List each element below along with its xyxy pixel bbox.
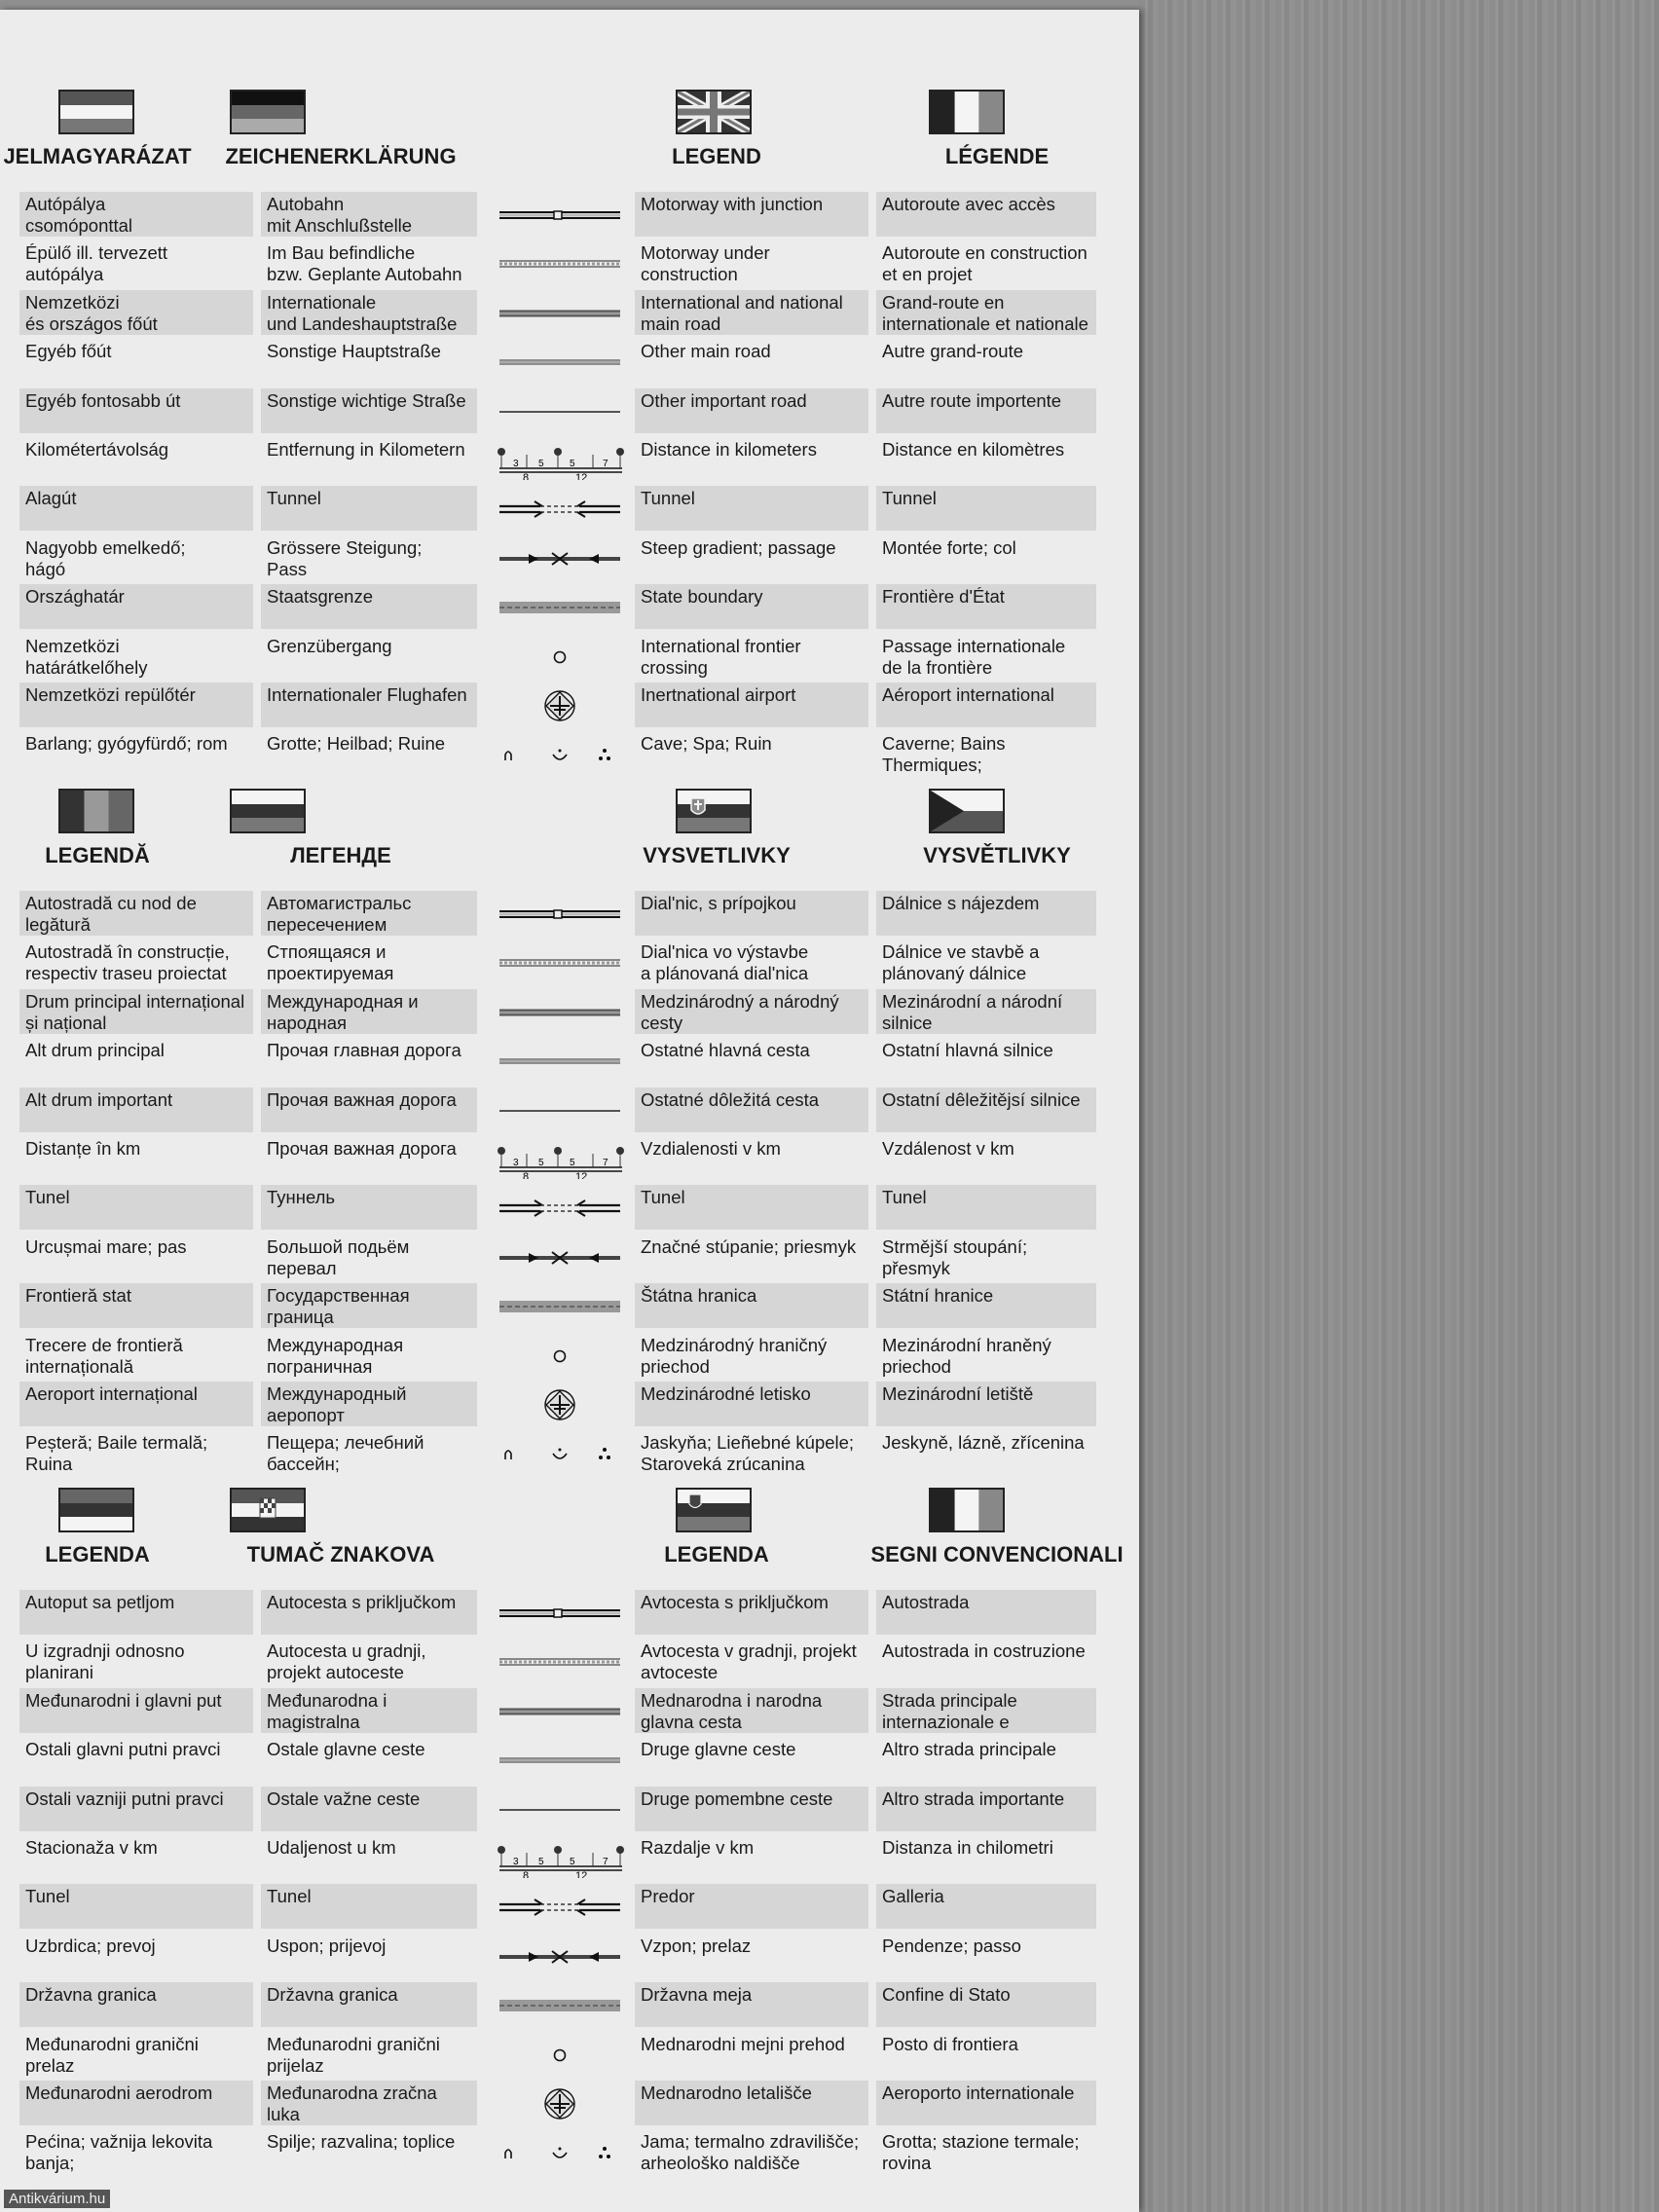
- construction-symbol-icon: [492, 244, 628, 283]
- legend-text-en: Other main road: [641, 341, 771, 362]
- motorway-symbol-icon: [492, 196, 628, 235]
- legend-text-de: Ostale važne ceste: [261, 1787, 477, 1831]
- legend-text-de: Internationale und Landeshauptstraße: [261, 290, 477, 335]
- legend-text-en: Dial'nica vo výstavbe a plánovaná dial'nica: [641, 941, 809, 984]
- legend-text-de: Međunarodna zračna luka: [261, 2081, 477, 2125]
- france-flag-icon: [929, 90, 1005, 134]
- gradient-symbol-icon: [492, 1937, 628, 1976]
- legend-text-en: Ostatné hlavná cesta: [641, 1040, 810, 1061]
- legend-text-en: Jaskyňa; Lieñebné kúpele; Staroveká zrúcanina: [641, 1432, 855, 1475]
- legend-text-de: Međunarodna i magistralna: [261, 1688, 477, 1733]
- distance-mark-label: 5: [538, 459, 544, 469]
- legend-row: [0, 1038, 1139, 1087]
- legend-row: [0, 1934, 1139, 1982]
- legend-text-fr: Tunnel: [876, 486, 1096, 531]
- airport-symbol-icon: [492, 1385, 628, 1424]
- legend-text-de: Udaljenost u km: [267, 1837, 396, 1858]
- tunnel-symbol-icon: [492, 1189, 628, 1228]
- legend-text-en: Državna meja: [635, 1982, 868, 2027]
- legend-row: [0, 1283, 1139, 1332]
- legend-text-en: Tunel: [635, 1185, 868, 1230]
- legend-text-de: Прочая главная дорога: [267, 1040, 461, 1061]
- gradient-symbol-icon: [492, 1238, 628, 1277]
- intl-road-symbol-icon: [492, 993, 628, 1032]
- legend-text-hu: Autoput sa petljom: [19, 1590, 253, 1635]
- legend-text-hu: Tunel: [19, 1185, 253, 1230]
- legend-title: LÉGENDE: [944, 144, 1050, 168]
- legend-text-de: Grössere Steigung; Pass: [267, 536, 423, 579]
- distance-mark-label: 5: [570, 459, 575, 469]
- boundary-symbol-icon: [492, 1287, 628, 1326]
- distance-mark-label: 7: [603, 1857, 608, 1867]
- legend-row: [0, 240, 1139, 289]
- distance-symbol-icon: [492, 441, 628, 480]
- distance-mark-label: 7: [603, 459, 608, 469]
- airport-symbol-icon: [492, 2084, 628, 2123]
- legend-text-en: Cave; Spa; Ruin: [641, 733, 772, 755]
- legend-row: [0, 891, 1139, 940]
- language-header: [580, 789, 853, 870]
- legend-text-fr: Caverne; Bains Thermiques;: [882, 733, 1006, 776]
- legend-text-en: Distance in kilometers: [641, 439, 817, 460]
- legend-text-de: Staatsgrenze: [261, 584, 477, 629]
- legend-text-hu: Stacionaža v km: [25, 1837, 158, 1858]
- legend-text-de: Entfernung in Kilometern: [267, 439, 465, 460]
- legend-text-de: Sonstige Hauptstraße: [267, 341, 441, 362]
- legend-text-fr: Distance en kilomètres: [882, 439, 1065, 460]
- legend-text-hu: Međunarodni granični prelaz: [25, 2033, 199, 2076]
- language-header: [580, 1488, 853, 1569]
- distance-mark-label: 7: [603, 1158, 608, 1168]
- legend-text-en: Vzdialenosti v km: [641, 1138, 781, 1159]
- legend-text-hu: Autópálya csomóponttal: [19, 192, 253, 237]
- legend-text-hu: Peșteră; Baile termală; Ruina: [25, 1432, 208, 1475]
- legend-text-de: Ostale glavne ceste: [267, 1739, 425, 1760]
- legend-text-hu: Nemzetközi határátkelőhely: [25, 635, 148, 678]
- legend-text-hu: Ostali vazniji putni pravci: [19, 1787, 253, 1831]
- legend-text-fr: Státní hranice: [876, 1283, 1096, 1328]
- legend-text-hu: Nemzetközi repülőtér: [19, 682, 253, 727]
- language-header: [0, 789, 234, 870]
- legend-text-en: Druge glavne ceste: [641, 1739, 796, 1760]
- cave-spa-ruin-symbol-icon: [492, 2133, 628, 2172]
- legend-text-hu: Alt drum principal: [25, 1040, 165, 1061]
- legend-text-fr: Aéroport international: [876, 682, 1096, 727]
- airport-symbol-icon: [492, 686, 628, 725]
- frontier-crossing-symbol-icon: [492, 2036, 628, 2075]
- legend-text-fr: Tunel: [876, 1185, 1096, 1230]
- distance-mark-label: 5: [538, 1158, 544, 1168]
- distance-mark-label: 8: [523, 472, 530, 480]
- legend-text-fr: Grand-route en internationale et nationale: [876, 290, 1096, 335]
- main-road-symbol-icon: [492, 343, 628, 382]
- legend-title: LEGENDA: [664, 1542, 769, 1567]
- legend-text-fr: Autoroute avec accès: [876, 192, 1096, 237]
- wood-background: [1139, 0, 1659, 2212]
- distance-mark-label: 3: [513, 1857, 519, 1867]
- legend-text-hu: U izgradnji odnosno planirani: [25, 1641, 185, 1683]
- legend-text-fr: Mezinárodní a národní silnice: [876, 989, 1096, 1034]
- legend-text-en: Vzpon; prelaz: [641, 1935, 752, 1956]
- legend-text-hu: Frontieră stat: [19, 1283, 253, 1328]
- legend-row: [0, 1639, 1139, 1687]
- motorway-symbol-icon: [492, 1594, 628, 1633]
- legend-row: [0, 290, 1139, 339]
- legend-title: SEGNI CONVENCIONALI: [870, 1542, 1124, 1567]
- legend-text-hu: Urcușmai mare; pas: [25, 1235, 187, 1257]
- frontier-crossing-symbol-icon: [492, 1337, 628, 1376]
- distance-mark-label: 12: [575, 1870, 588, 1878]
- legend-text-hu: Pećina; važnija lekovita banja;: [25, 2131, 213, 2174]
- legend-row: [0, 1688, 1139, 1737]
- legend-row: [0, 634, 1139, 682]
- language-header: [0, 1488, 234, 1569]
- motorway-symbol-icon: [492, 895, 628, 934]
- legend-text-en: Steep gradient; passage: [641, 536, 836, 558]
- legend-text-fr: Grotta; stazione termale; rovina: [882, 2131, 1080, 2174]
- legend-text-de: Tunel: [261, 1884, 477, 1929]
- language-header: [861, 789, 1133, 870]
- legend-text-en: Jama; termalno zdravilišče; arheološko naldišče: [641, 2131, 860, 2174]
- legend-title: ZEICHENERKLÄRUNG: [225, 144, 457, 168]
- legend-text-fr: Pendenze; passo: [882, 1935, 1021, 1956]
- legend-text-hu: Drum principal internațional și național: [19, 989, 253, 1034]
- legend-text-en: International frontier crossing: [641, 635, 801, 678]
- tunnel-symbol-icon: [492, 490, 628, 529]
- legend-title: LEGENDĂ: [45, 843, 150, 867]
- legend-text-en: Ostatné dôležitá cesta: [635, 1088, 868, 1132]
- language-header: [580, 90, 853, 171]
- slovakia-flag-icon: [676, 789, 752, 833]
- legend-text-fr: Confine di Stato: [876, 1982, 1096, 2027]
- distance-mark-label: 8: [523, 1171, 530, 1179]
- legend-text-de: Im Bau befindliche bzw. Geplante Autobahn: [267, 242, 462, 285]
- legend-text-fr: Autre route importente: [876, 388, 1096, 433]
- legend-text-fr: Frontière d'État: [876, 584, 1096, 629]
- legend-row: [0, 1430, 1139, 1479]
- distance-symbol-icon: [492, 1140, 628, 1179]
- legend-text-fr: Aeroporto internationale: [876, 2081, 1096, 2125]
- legend-text-fr: Posto di frontiera: [882, 2033, 1018, 2054]
- legend-text-de: Прочая важная дорога: [261, 1088, 477, 1132]
- legend-title: TUMAČ ZNAKOVA: [246, 1542, 435, 1567]
- legend-text-de: Tunnel: [261, 486, 477, 531]
- legend-row: [0, 1333, 1139, 1382]
- legend-text-de: Autobahn mit Anschlußstelle: [261, 192, 477, 237]
- legend-text-hu: Barlang; gyógyfürdő; rom: [25, 733, 228, 755]
- legend-text-fr: Altro strada principale: [882, 1739, 1056, 1760]
- legend-text-de: Пещера; лечебний бассейн;: [267, 1432, 424, 1475]
- legend-text-hu: Egyéb fontosabb út: [19, 388, 253, 433]
- legend-text-hu: Nemzetközi és országos főút: [19, 290, 253, 335]
- distance-mark-label: 5: [570, 1857, 575, 1867]
- legend-row: [0, 1382, 1139, 1430]
- legend-text-hu: Državna granica: [19, 1982, 253, 2027]
- legend-text-en: Inertnational airport: [635, 682, 868, 727]
- legend-row: [0, 989, 1139, 1038]
- legend-text-en: Motorway under construction: [641, 242, 770, 285]
- legend-text-de: Большой подьём перевал: [267, 1235, 410, 1278]
- legend-row: [0, 437, 1139, 486]
- legend-text-de: Državna granica: [261, 1982, 477, 2027]
- hungary-flag-icon: [58, 90, 134, 134]
- legend-row: [0, 1136, 1139, 1185]
- legend-text-en: International and national main road: [635, 290, 868, 335]
- legend-text-en: Medzinárodný hraničný priechod: [641, 1334, 828, 1377]
- main-road-symbol-icon: [492, 1042, 628, 1081]
- legend-text-en: Avtocesta v gradnji, projekt avtoceste: [641, 1641, 857, 1683]
- boundary-symbol-icon: [492, 1986, 628, 2025]
- distance-mark-label: 3: [513, 1158, 519, 1168]
- legend-row: [0, 1982, 1139, 2031]
- legend-text-hu: Tunel: [19, 1884, 253, 1929]
- legend-text-hu: Trecere de frontieră internațională: [25, 1334, 183, 1377]
- legend-text-en: Druge pomembne ceste: [635, 1787, 868, 1831]
- legend-text-de: Государственная граница: [261, 1283, 477, 1328]
- legend-block: [0, 789, 1139, 1475]
- serbia-flag-icon: [58, 1488, 134, 1532]
- legend-text-de: Grenzübergang: [267, 635, 392, 656]
- legend-text-hu: Alt drum important: [19, 1088, 253, 1132]
- legend-text-en: Mednarodni mejni prehod: [641, 2033, 845, 2054]
- legend-row: [0, 2081, 1139, 2129]
- legend-text-fr: Strmější stoupání; přesmyk: [882, 1235, 1028, 1278]
- legend-title: ЛЕГЕНДЕ: [290, 843, 391, 867]
- legend-row: [0, 584, 1139, 633]
- legend-text-hu: Distanțe în km: [25, 1138, 141, 1159]
- legend-title: VYSVĚTLIVKY: [923, 843, 1071, 867]
- legend-row: [0, 2129, 1139, 2178]
- legend-text-de: Međunarodni granični prijelaz: [267, 2033, 440, 2076]
- legend-title: LEGENDA: [45, 1542, 150, 1567]
- legend-text-fr: Ostatní hlavná silnice: [882, 1040, 1053, 1061]
- legend-text-fr: Mezinárodní hraněný priechod: [882, 1334, 1051, 1377]
- language-header: [204, 1488, 477, 1569]
- legend-text-hu: Nagyobb emelkedő; hágó: [25, 536, 186, 579]
- legend-text-hu: Országhatár: [19, 584, 253, 629]
- legend-row: [0, 1835, 1139, 1884]
- legend-title: LEGEND: [672, 144, 761, 168]
- distance-mark-label: 5: [538, 1857, 544, 1867]
- legend-text-fr: Autostrada in costruzione: [882, 1641, 1086, 1662]
- legend-row: [0, 1185, 1139, 1234]
- legend-text-de: Международный аеропорт: [261, 1382, 477, 1426]
- intl-road-symbol-icon: [492, 1692, 628, 1731]
- romania-flag-icon: [58, 789, 134, 833]
- legend-row: [0, 388, 1139, 437]
- legend-text-fr: Vzdálenost v km: [882, 1138, 1014, 1159]
- construction-symbol-icon: [492, 943, 628, 982]
- czech-flag-icon: [929, 789, 1005, 833]
- legend-text-en: Mednarodno letališče: [635, 2081, 868, 2125]
- legend-row: [0, 535, 1139, 584]
- legend-text-de: Grotte; Heilbad; Ruine: [267, 733, 446, 755]
- legend-row: [0, 1235, 1139, 1283]
- legend-text-en: Štátna hranica: [635, 1283, 868, 1328]
- legend-text-fr: Ostatní dêležitějsí silnice: [876, 1088, 1096, 1132]
- croatia-flag-icon: [230, 1488, 306, 1532]
- language-header: [861, 90, 1133, 171]
- legend-text-en: Značné stúpanie; priesmyk: [641, 1235, 857, 1257]
- legend-text-de: Автомагистральс пересечением: [261, 891, 477, 936]
- legend-text-de: Международная и народная: [261, 989, 477, 1034]
- important-road-symbol-icon: [492, 392, 628, 431]
- legend-text-de: Прочая важная дорога: [267, 1138, 457, 1159]
- cave-spa-ruin-symbol-icon: [492, 1434, 628, 1473]
- legend-text-hu: Kilométertávolság: [25, 439, 169, 460]
- legend-block: [0, 90, 1139, 776]
- legend-row: [0, 2032, 1139, 2081]
- construction-symbol-icon: [492, 1642, 628, 1681]
- legend-text-hu: Uzbrdica; prevoj: [25, 1935, 156, 1956]
- legend-text-fr: Jeskyně, lázně, zřícenina: [882, 1432, 1085, 1454]
- distance-mark-label: 12: [575, 1171, 588, 1179]
- legend-text-fr: Mezinárodní letiště: [876, 1382, 1096, 1426]
- legend-text-en: Other important road: [635, 388, 868, 433]
- legend-text-en: Medzinárodný a národný cesty: [635, 989, 868, 1034]
- germany-flag-icon: [230, 90, 306, 134]
- legend-text-fr: Dálnice s nájezdem: [876, 891, 1096, 936]
- legend-row: [0, 1737, 1139, 1786]
- legend-text-hu: Aeroport internațional: [19, 1382, 253, 1426]
- legend-text-hu: Egyéb főút: [25, 341, 112, 362]
- legend-text-fr: Autostrada: [876, 1590, 1096, 1635]
- slovenia-flag-icon: [676, 1488, 752, 1532]
- watermark: Antikvárium.hu: [4, 2190, 110, 2208]
- legend-text-hu: Ostali glavni putni pravci: [25, 1739, 221, 1760]
- distance-mark-label: 8: [523, 1870, 530, 1878]
- distance-symbol-icon: [492, 1839, 628, 1878]
- uk-flag-icon: [676, 90, 752, 134]
- legend-text-de: Международная пограничная: [267, 1334, 404, 1377]
- legend-text-en: Dial'nic, s prípojkou: [635, 891, 868, 936]
- legend-row: [0, 682, 1139, 731]
- legend-title: VYSVETLIVKY: [643, 843, 791, 867]
- language-header: [204, 90, 477, 171]
- legend-text-de: Spilje; razvalina; toplice: [267, 2131, 456, 2153]
- legend-text-fr: Galleria: [876, 1884, 1096, 1929]
- language-header: [0, 90, 234, 171]
- russia-flag-icon: [230, 789, 306, 833]
- legend-text-fr: Montée forte; col: [882, 536, 1016, 558]
- cave-spa-ruin-symbol-icon: [492, 735, 628, 774]
- boundary-symbol-icon: [492, 588, 628, 627]
- legend-text-hu: Međunarodni aerodrom: [19, 2081, 253, 2125]
- legend-text-en: Motorway with junction: [635, 192, 868, 237]
- language-header: [204, 789, 477, 870]
- intl-road-symbol-icon: [492, 294, 628, 333]
- legend-block: [0, 1488, 1139, 2174]
- legend-text-fr: Passage internationale de la frontière: [882, 635, 1066, 678]
- legend-text-de: Autocesta u gradnji, projekt autoceste: [267, 1641, 426, 1683]
- legend-text-de: Стпоящаяся и проектируемая: [267, 941, 394, 984]
- legend-title: JELMAGYARÁZAT: [3, 144, 192, 168]
- main-road-symbol-icon: [492, 1741, 628, 1780]
- legend-text-hu: Autostradă cu nod de legătură: [19, 891, 253, 936]
- language-header: [861, 1488, 1133, 1569]
- legend-text-hu: Alagút: [19, 486, 253, 531]
- important-road-symbol-icon: [492, 1790, 628, 1829]
- distance-mark-label: 3: [513, 459, 519, 469]
- legend-text-fr: Distanza in chilometri: [882, 1837, 1053, 1858]
- italy-flag-icon: [929, 1488, 1005, 1532]
- legend-row: [0, 1590, 1139, 1639]
- important-road-symbol-icon: [492, 1091, 628, 1130]
- legend-row: [0, 1088, 1139, 1136]
- legend-text-de: Sonstige wichtige Straße: [261, 388, 477, 433]
- legend-text-fr: Dálnice ve stavbě a plánovaný dálnice: [882, 941, 1040, 984]
- legend-text-hu: Épülő ill. tervezett autópálya: [25, 242, 168, 285]
- legend-page: [0, 10, 1139, 2212]
- frontier-crossing-symbol-icon: [492, 638, 628, 677]
- legend-text-fr: Strada principale internazionale e: [876, 1688, 1096, 1733]
- legend-text-fr: Altro strada importante: [876, 1787, 1096, 1831]
- legend-text-de: Туннель: [261, 1185, 477, 1230]
- tunnel-symbol-icon: [492, 1888, 628, 1927]
- legend-row: [0, 1884, 1139, 1933]
- legend-text-fr: Autre grand-route: [882, 341, 1024, 362]
- legend-row: [0, 486, 1139, 535]
- legend-row: [0, 192, 1139, 240]
- legend-text-en: Tunnel: [635, 486, 868, 531]
- gradient-symbol-icon: [492, 539, 628, 578]
- legend-text-en: Avtocesta s priključkom: [635, 1590, 868, 1635]
- legend-text-de: Autocesta s priključkom: [261, 1590, 477, 1635]
- legend-row: [0, 1787, 1139, 1835]
- legend-text-de: Internationaler Flughafen: [261, 682, 477, 727]
- legend-text-en: Medzinárodné letisko: [635, 1382, 868, 1426]
- legend-text-de: Uspon; prijevoj: [267, 1935, 387, 1956]
- legend-text-en: Predor: [635, 1884, 868, 1929]
- legend-row: [0, 731, 1139, 780]
- legend-row: [0, 940, 1139, 988]
- legend-text-hu: Autostradă în construcție, respectiv traseu proiectat: [25, 941, 230, 984]
- legend-text-en: State boundary: [635, 584, 868, 629]
- legend-row: [0, 339, 1139, 387]
- distance-mark-label: 5: [570, 1158, 575, 1168]
- legend-text-en: Mednarodna i narodna glavna cesta: [635, 1688, 868, 1733]
- legend-text-en: Razdalje v km: [641, 1837, 755, 1858]
- legend-text-hu: Međunarodni i glavni put: [19, 1688, 253, 1733]
- distance-mark-label: 12: [575, 472, 588, 480]
- legend-text-fr: Autoroute en construction et en projet: [882, 242, 1088, 285]
